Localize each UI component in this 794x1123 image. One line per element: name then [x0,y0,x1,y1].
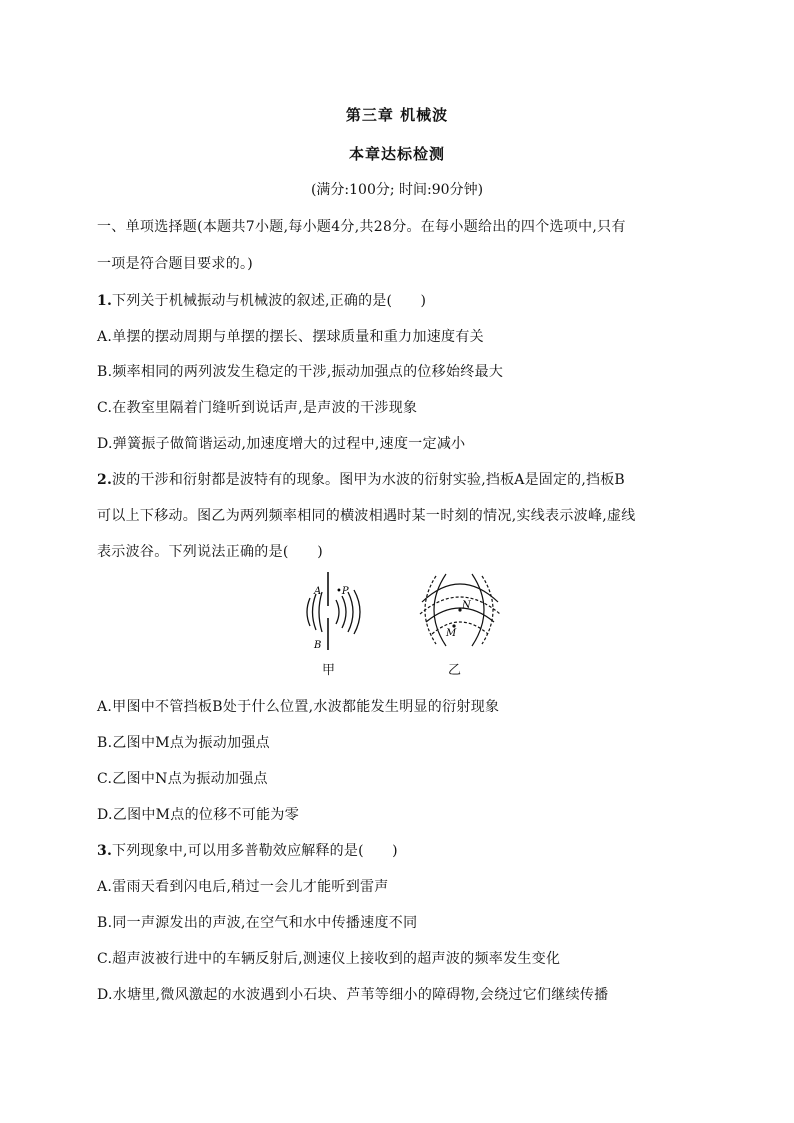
question-2-text-line1: 波的干涉和衍射都是波特有的现象。图甲为水波的衍射实验,挡板A是固定的,挡板B [112,472,625,488]
figure-yi-interference [416,572,502,648]
chapter-title: 第三章 机械波 [345,106,449,124]
wave-left-1 [319,592,322,632]
question-2-stem-line2: 可以上下移动。图乙为两列频率相同的横波相遇时某一时刻的情况,实线表示波峰,虚线 [97,508,636,524]
question-3-option-c: C.超声波被行进中的车辆反射后,测速仪上接收到的超声波的频率发生变化 [97,951,561,967]
label-b: B [314,640,322,650]
section-instructions-line2: 一项是符合题目要求的。) [97,256,254,272]
question-1-option-c: C.在教室里隔着门缝听到说话声,是声波的干涉现象 [97,400,418,416]
label-p: •P [336,586,349,597]
label-m: M [446,628,457,639]
section-subtitle: 本章达标检测 [348,145,445,163]
figure-jia-label: 甲 [322,663,336,678]
question-3-option-b: B.同一声源发出的声波,在空气和水中传播速度不同 [97,915,418,931]
question-2-stem-line1 [97,469,697,489]
question-3-option-a: A.雷雨天看到闪电后,稍过一会儿才能听到雷声 [97,879,389,895]
question-2-number: 2. [97,472,113,488]
question-2-option-a: A.甲图中不管挡板B处于什么位置,水波都能发生明显的衍射现象 [97,699,500,715]
wave-right-1 [336,600,339,624]
label-n: N [462,600,471,611]
question-1-stem [97,290,697,310]
question-3-option-d: D.水塘里,微风激起的水波遇到小石块、芦苇等细小的障碍物,会绕过它们继续传播 [97,987,609,1003]
question-2-option-c: C.乙图中N点为振动加强点 [97,771,268,787]
wave-left-3 [307,598,310,626]
question-1-option-d: D.弹簧振子做简谐运动,加速度增大的过程中,速度一定减小 [97,436,466,452]
question-1-text: 下列关于机械振动与机械波的叙述,正确的是( ) [112,293,427,309]
question-3-text: 下列现象中,可以用多普勒效应解释的是( ) [112,843,398,859]
question-3-number: 3. [97,843,113,859]
crest-3 [434,574,446,646]
figure-yi-label: 乙 [448,663,462,678]
figure-jia-diffraction [296,570,376,650]
label-a: A [314,586,322,597]
question-2-option-d: D.乙图中M点的位移不可能为零 [97,807,300,823]
question-1-option-a: A.单摆的摆动周期与单摆的摆长、摆球质量和重力加速度有关 [97,329,484,345]
question-3-stem [97,840,697,860]
question-2-option-b: B.乙图中M点为振动加强点 [97,735,270,751]
question-1-number: 1. [97,293,113,309]
question-2-stem-line3: 表示波谷。下列说法正确的是( ) [97,544,324,560]
section-instructions-line1: 一、单项选择题(本题共7小题,每小题4分,共28分。在每小题给出的四个选项中,只有 [97,219,626,235]
wave-right-2 [342,596,346,628]
exam-meta: (满分:100分; 时间:90分钟) [310,182,484,198]
wave-left-2 [313,594,317,630]
wave-right-4 [354,590,360,634]
crest-1 [422,584,498,602]
question-1-option-b: B.频率相同的两列波发生稳定的干涉,振动加强点的位移始终最大 [97,364,504,380]
wave-right-3 [348,592,353,632]
